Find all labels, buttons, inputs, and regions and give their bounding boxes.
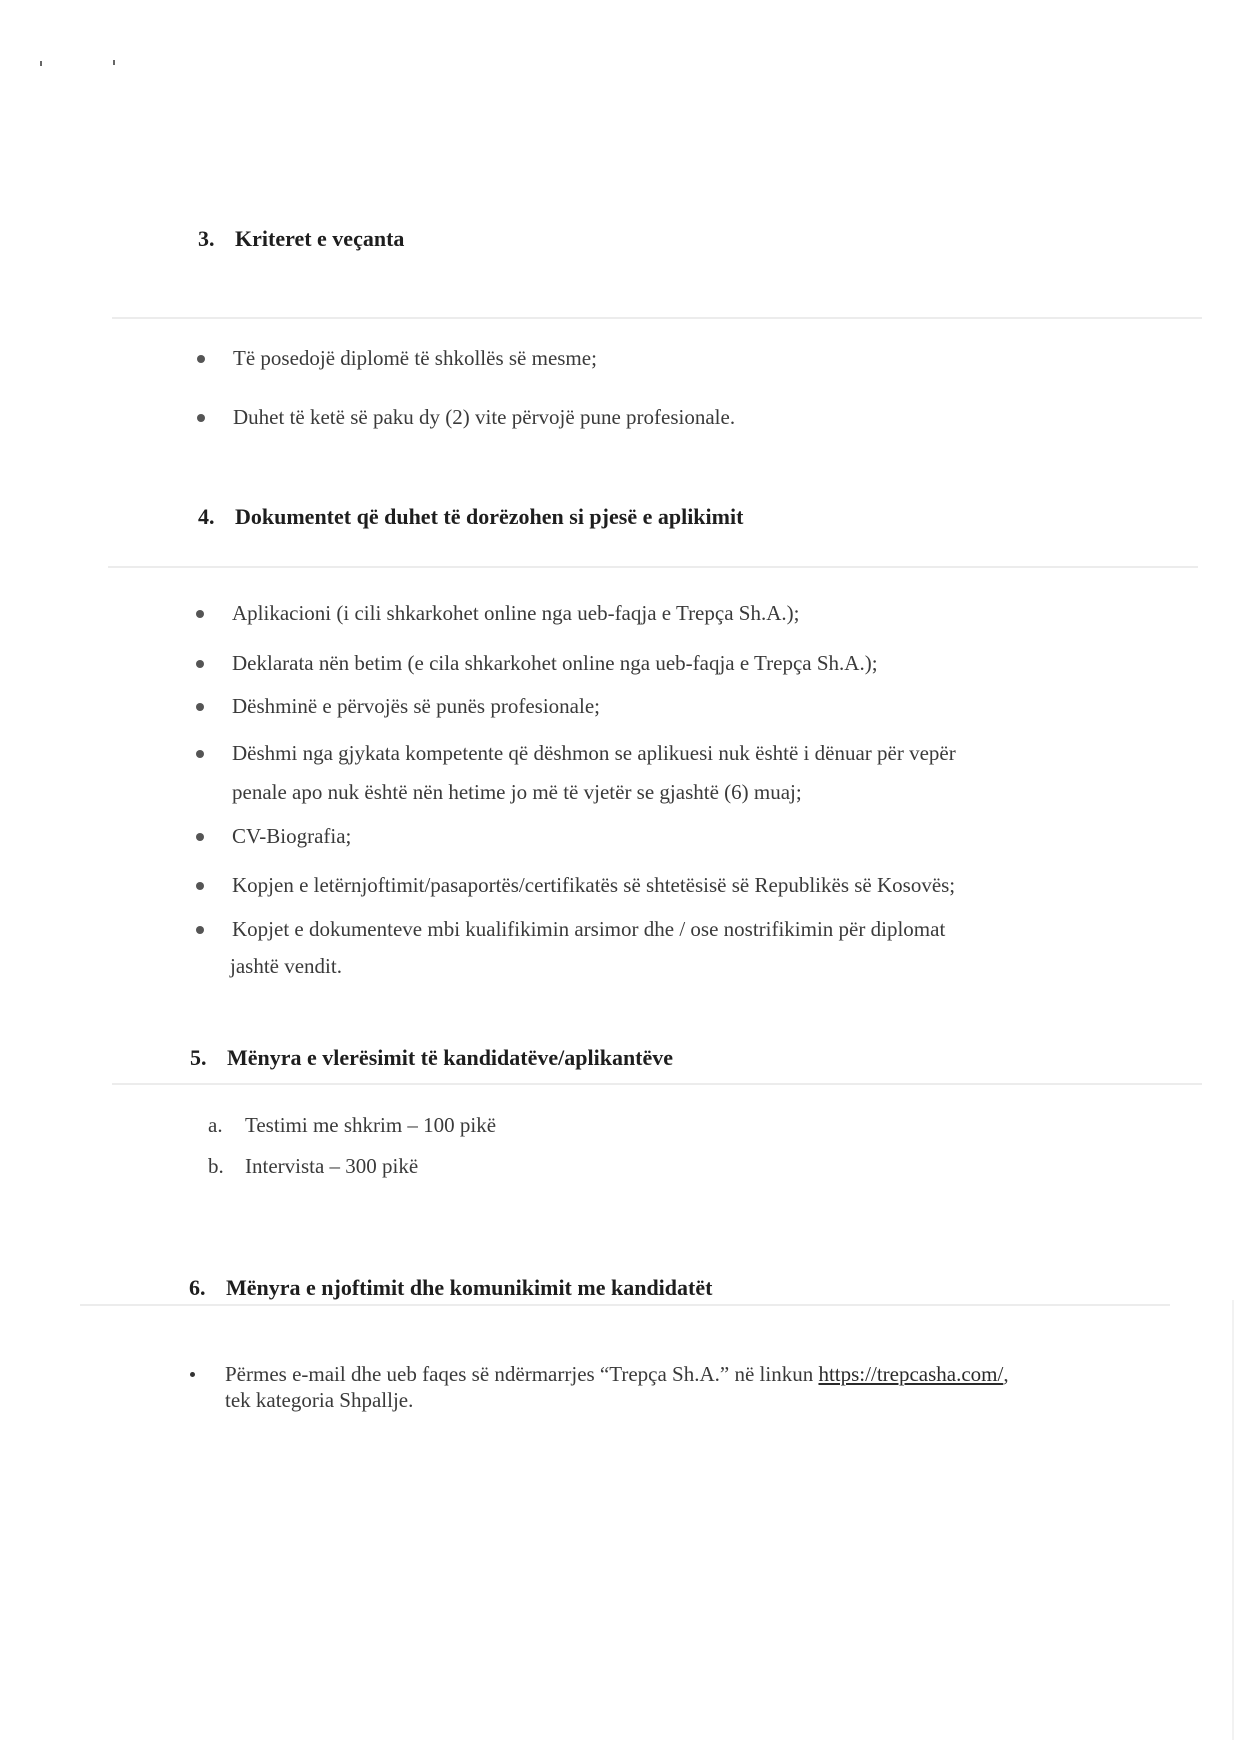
bullet-icon <box>196 926 204 934</box>
scan-edge <box>1232 1300 1234 1740</box>
bullet-icon <box>190 1372 195 1377</box>
divider <box>112 1083 1202 1085</box>
bullet-icon <box>197 355 205 363</box>
divider <box>112 317 1202 319</box>
bullet-icon <box>196 882 204 890</box>
list-letter: b. <box>208 1154 224 1178</box>
bullet-icon <box>197 414 205 422</box>
divider <box>80 1304 1170 1306</box>
list-letter: a. <box>208 1113 223 1137</box>
bullet-icon <box>196 750 204 758</box>
section-title: Mënyra e njoftimit dhe komunikimit me kandidatët <box>226 1275 713 1300</box>
section-title: Dokumentet që duhet të dorëzohen si pjesë e aplikimit <box>235 504 744 529</box>
bullet-icon <box>196 610 204 618</box>
section-title: Kriteret e veçanta <box>235 226 405 251</box>
section-number: 6. <box>189 1275 206 1300</box>
scan-mark <box>113 60 115 65</box>
section-number: 5. <box>190 1045 207 1070</box>
section-number: 4. <box>198 504 215 529</box>
scan-mark <box>40 61 42 66</box>
trepcasha-link[interactable]: https://trepcasha.com/ <box>818 1362 1004 1386</box>
bullet-icon <box>196 660 204 668</box>
section-number: 3. <box>198 226 215 251</box>
bullet-icon <box>196 703 204 711</box>
section-title: Mënyra e vlerësimit të kandidatëve/aplikantëve <box>227 1045 674 1070</box>
divider <box>108 566 1198 568</box>
bullet-icon <box>196 833 204 841</box>
